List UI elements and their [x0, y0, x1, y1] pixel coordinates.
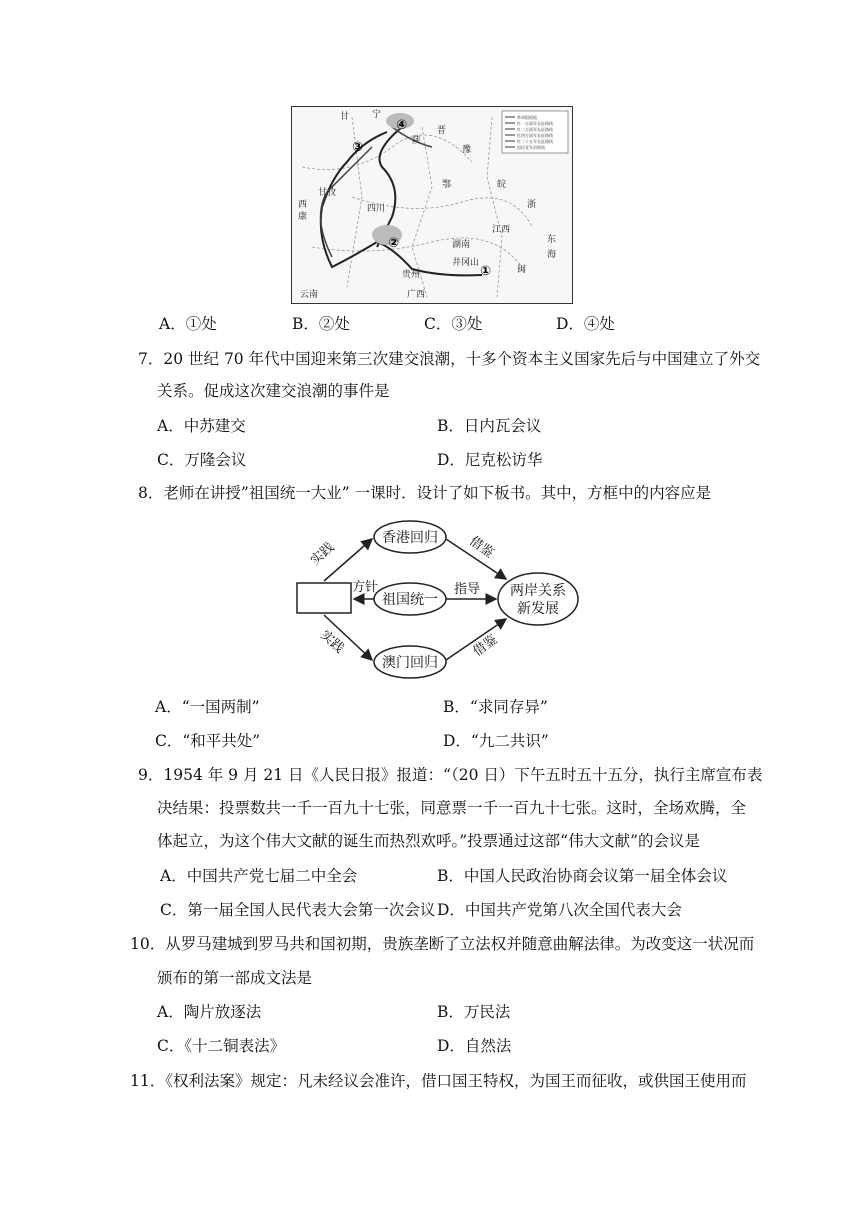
marker-2: ② [388, 236, 400, 251]
map-label: 东 [547, 235, 557, 245]
map-label: 豫 [462, 145, 472, 155]
legend-item-2: 红二方面军长征路线 [517, 127, 553, 132]
q9-option-c[interactable]: C．第一届全国人民代表大会第一次会议 [160, 901, 436, 919]
cross-strait-label-1: 两岸关系 [510, 583, 566, 599]
map-label: 广西 [407, 290, 426, 300]
reference-label-bottom: 借鉴 [470, 632, 501, 660]
q8-stem: 8．老师在讲授”祖国统一大业” 一课时．设计了如下板书。其中，方框中的内容应是 [138, 484, 712, 502]
legend-item-0: 革命根据地 [517, 115, 537, 120]
q7-option-b[interactable]: B．日内瓦会议 [437, 417, 542, 435]
q10-stem-line2: 颁布的第一部成文法是 [157, 969, 313, 987]
q8-option-b[interactable]: B．“求同存异” [443, 698, 548, 716]
practice-label-top: 实践 [307, 539, 338, 569]
q11-stem-line1: 11．《权利法案》规定：凡未经议会准许，借口国王特权，为国王而征收，或供国王使用而 [130, 1072, 747, 1090]
map-label: 晋 [437, 126, 447, 136]
legend-item-4: 红二十五军长征路线 [517, 139, 553, 144]
q7-stem-line1: 7．20 世纪 70 年代中国迎来第三次建交浪潮，十多个资本主义国家先后与中国建立了外交 [138, 350, 761, 368]
q10-option-a[interactable]: A．陶片放逐法 [157, 1003, 262, 1021]
practice-label-bottom: 实践 [317, 627, 347, 657]
map-label: 甘 [340, 112, 350, 122]
q9-stem-line2: 决结果：投票数共一千一百九十七张，同意票一千一百九十七张。这时，全场欢腾，全 [157, 799, 747, 817]
legend-item-1: 红一方面军长征路线 [517, 121, 553, 126]
legend-item-3: 红四方面军长征路线 [517, 133, 553, 138]
map-label: 贵州 [402, 270, 421, 280]
q9-stem-line1: 9．1954 年 9 月 21 日《人民日报》报道：“（20 日）下午五时五十五分，执行主席宣布表 [138, 766, 763, 784]
q9-option-a[interactable]: A．中国共产党七届二中全会 [160, 867, 358, 885]
marker-4: ④ [396, 118, 408, 133]
map-label: 康 [298, 212, 308, 222]
map-label: 浙 [527, 200, 537, 210]
answer-box [297, 583, 351, 613]
q10-stem-line1: 10．从罗马建城到罗马共和国初期，贵族垄断了立法权并随意曲解法律。为改变这一状况而 [130, 935, 755, 953]
map-label: 海 [547, 250, 557, 260]
map-label: 陕 [412, 136, 422, 146]
map-label: 皖 [497, 180, 507, 190]
macau-label: 澳门回归 [382, 655, 438, 671]
map-label: 江西 [492, 225, 511, 235]
q10-option-c[interactable]: C．《十二铜表法》 [157, 1037, 286, 1055]
map-label: 甘孜 [318, 188, 337, 198]
cross-strait-node [498, 573, 578, 625]
marker-3: ③ [352, 140, 364, 155]
q9-option-d[interactable]: D．中国共产党第八次全国代表大会 [437, 901, 682, 919]
q6-option-c[interactable]: C．③处 [424, 315, 483, 333]
map-label: 井冈山 [452, 258, 480, 268]
map-label: 宁 [372, 110, 382, 120]
board-diagram [290, 517, 590, 687]
hk-label: 香港回归 [382, 530, 438, 546]
q7-option-c[interactable]: C．万隆会议 [157, 451, 247, 469]
long-march-map [291, 106, 573, 304]
map-label: 湖南 [452, 240, 471, 250]
reference-label-top: 借鉴 [466, 533, 497, 562]
board-diagram-svg [290, 517, 590, 687]
map-label: 闽 [517, 265, 527, 275]
map-label: 西 [298, 200, 308, 210]
guide-label: 指导 [454, 582, 481, 597]
unification-label: 祖国统一 [382, 592, 438, 608]
q10-option-b[interactable]: B．万民法 [437, 1003, 511, 1021]
map-label: 云南 [300, 290, 319, 300]
q8-option-d[interactable]: D．“九二共识” [443, 732, 549, 750]
marker-1: ① [480, 264, 492, 279]
map-label: 四川 [367, 204, 386, 214]
q7-option-d[interactable]: D．尼克松访华 [437, 451, 543, 469]
q7-option-a[interactable]: A．中苏建交 [157, 417, 246, 435]
policy-label: 方针 [352, 580, 379, 595]
q6-option-b[interactable]: B．②处 [292, 315, 350, 333]
map-drawing [292, 107, 572, 303]
q7-stem-line2: 关系。促成这次建交浪潮的事件是 [157, 382, 390, 400]
q10-option-d[interactable]: D．自然法 [437, 1037, 512, 1055]
q8-option-c[interactable]: C．“和平共处” [155, 732, 261, 750]
cross-strait-label-2: 新发展 [517, 601, 559, 617]
q8-option-a[interactable]: A．“一国两制” [155, 698, 260, 716]
q6-option-d[interactable]: D．④处 [556, 315, 615, 333]
q9-option-b[interactable]: B．中国人民政治协商会议第一届全体会议 [437, 867, 728, 885]
legend-item-5: 国民党军封锁线 [517, 145, 545, 150]
q9-stem-line3: 体起立，为这个伟大文献的诞生而热烈欢呼。”投票通过这部“伟大文献”的会议是 [157, 832, 701, 850]
map-label: 鄂 [442, 180, 452, 190]
q6-option-a[interactable]: A．①处 [159, 315, 217, 333]
